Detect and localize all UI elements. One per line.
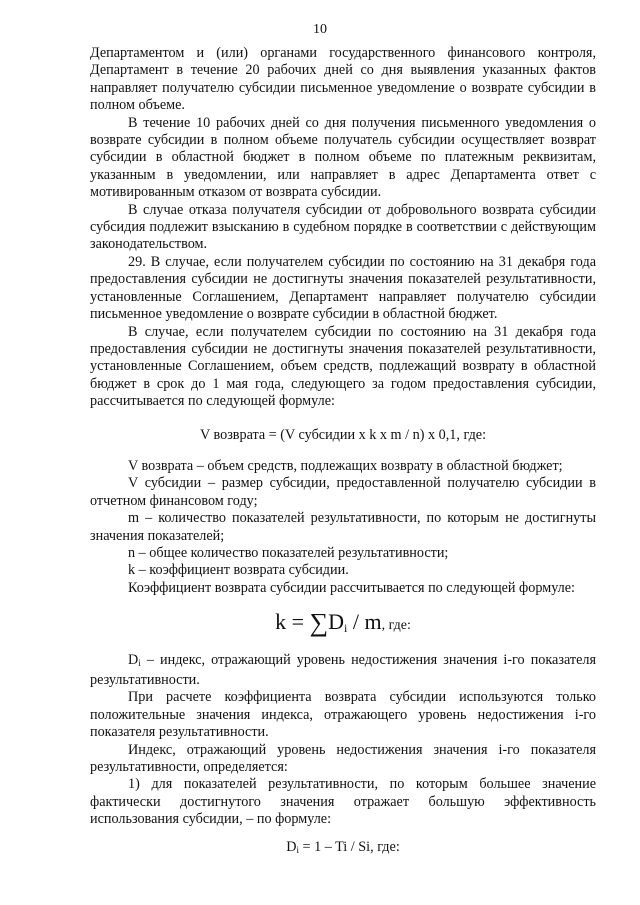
- sum-symbol: ∑: [309, 608, 329, 638]
- definition-di-d: D: [128, 651, 139, 668]
- definition-di-text: – индекс, отражающий уровень недостижения значения i-го показателя результативности.: [90, 651, 596, 688]
- formula-index-rest: = 1 – Ti / Si, где:: [299, 838, 400, 855]
- formula-index-sub: i: [296, 844, 299, 855]
- definition-m: m – количество показателей результативности, по которым не достигнуты значения показателей;: [90, 510, 596, 544]
- formula-index: [90, 839, 596, 859]
- formula-return-volume: V возврата = (V субсидии x k x m / n) x 0,1, где:: [199, 426, 487, 443]
- paragraph-clause-29: 29. В случае, если получателем субсидии по состоянию на 31 декабря года предоставления субсидии не достигнуты значения показателей результативности, установленные Соглашением, Департамент направляет получателю субсидии письменное уведомление о возврате субсидии в областной бюджет.: [90, 253, 596, 323]
- formula-coefficient-rest: / m: [347, 609, 382, 635]
- paragraph-coefficient-intro: Коэффициент возврата субсидии рассчитывается по следующей формуле:: [128, 579, 575, 596]
- formula-coefficient-sub: i: [344, 621, 348, 636]
- paragraph-item-1: 1) для показателей результативности, по которым большее значение фактически достигнутого значения отражает большую эффективность использования субсидии, – по формуле:: [90, 776, 596, 828]
- formula-coefficient-lhs: k =: [275, 609, 310, 635]
- document-body: [90, 45, 596, 859]
- formula-coefficient-tail: , где:: [381, 618, 411, 634]
- paragraph-return-volume: В случае, если получателем субсидии по состоянию на 31 декабря года предоставления субсидии не достигнуты значения показателей результативности, установленные Соглашением, объем средств, подлежащий возврату в областной бюджет в срок до 1 мая года, следующего за годом предоставления субсидии, рассчитывается по следующей формуле:: [90, 323, 596, 410]
- definition-di: [90, 652, 596, 690]
- page-number: 10: [313, 22, 327, 37]
- definition-v-subsidy: V субсидии – размер субсидии, предоставленной получателю субсидии в отчетном финансовом году;: [90, 475, 596, 509]
- definition-di-sub: i: [138, 657, 141, 668]
- paragraph-refusal: В случае отказа получателя субсидии от добровольного возврата субсидии субсидия подлежит взысканию в судебном порядке в соответствии с действующим законодательством.: [90, 201, 596, 253]
- definition-n: n – общее количество показателей результативности;: [128, 544, 449, 561]
- paragraph-index-defined: Индекс, отражающий уровень недостижения значения i-го показателя результативности, определяется:: [90, 741, 596, 776]
- paragraph-continuation: Департаментом и (или) органами государственного финансового контроля, Департамент в течение 20 рабочих дней со дня выявления указанных фактов направляет получателю субсидии письменное уведомление о возврате субсидии в полном объеме.: [90, 45, 596, 114]
- paragraph-positive-values: При расчете коэффициента возврата субсидии используются только положительные значения индекса, отражающего уровень недостижения i-го показателя результативности.: [90, 689, 596, 741]
- paragraph-return-deadline: В течение 10 рабочих дней со дня получения письменного уведомления о возврате субсидии в полном объеме получатель субсидии осуществляет возврат субсидии в областной бюджет в полном объеме по платежным реквизитам, указанным в уведомлении, или направляет в адрес Департамента ответ с мотивированным отказом от возврата субсидии.: [90, 114, 596, 201]
- formula-coefficient-d: D: [328, 609, 344, 635]
- formula-index-d: D: [286, 838, 297, 855]
- definition-k: k – коэффициент возврата субсидии.: [128, 562, 349, 579]
- formula-coefficient: [90, 609, 596, 637]
- definition-v-return: V возврата – объем средств, подлежащих возврату в областной бюджет;: [128, 457, 563, 474]
